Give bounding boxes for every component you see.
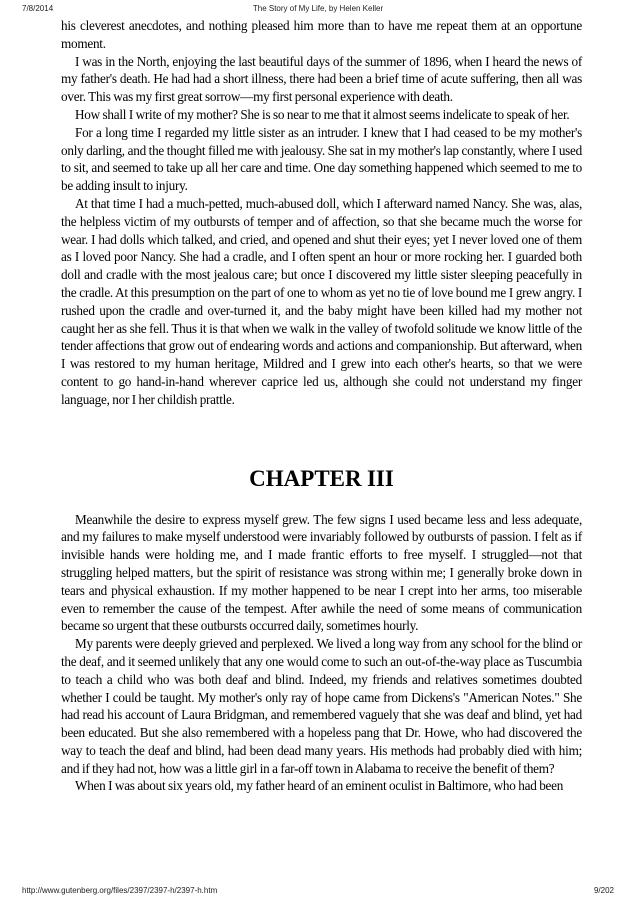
paragraph: My parents were deeply grieved and perplexed. We lived a long way from any school for the blind or the deaf, and it seemed unlikely that any one would come to such an out-of-the-way place as Tuscumbia to teach a child who was both deaf and blind. Indeed, my friends and relatives sometimes doubted whether I could be taught. My mother's only ray of hope came from Dickens's "American Notes." She had read his account of Laura Bridgman, and remembered vaguely that she was deaf and blind, yet had been educated. But she also remembered with a hopeless pang that Dr. Howe, who had discovered the way to teach the deaf and blind, had been dead many years. His methods had probably died with him; and if they had not, how was a little girl in a far-off town in Alabama to receive the benefit of them? <box>61 636 582 776</box>
page-footer <box>22 886 614 898</box>
paragraph: I was in the North, enjoying the last beautiful days of the summer of 1896, when I heard the news of my father's death. He had had a short illness, there had been a brief time of acute suffering, then all was over. This was my first great sorrow—my first personal experience with death. <box>61 53 582 105</box>
paragraph: For a long time I regarded my little sister as an intruder. I knew that I had ceased to be my mother's only darling, and the thought filled me with jealousy. She sat in my mother's lap constantly, where I used to sit, and seemed to take up all her care and time. One day something happened which seemed to me to be adding insult to injury. <box>61 124 582 194</box>
paragraph: How shall I write of my mother? She is so near to me that it almost seems indelicate to speak of her. <box>75 106 570 122</box>
footer-url[interactable]: http://www.gutenberg.org/files/2397/2397-h/2397-h.htm <box>22 886 218 895</box>
paragraph: his cleverest anecdotes, and nothing pleased him more than to have me repeat them at an opportune moment. <box>61 18 582 51</box>
paragraph: When I was about six years old, my father heard of an eminent oculist in Baltimore, who had been <box>75 778 564 794</box>
header-title: The Story of My Life, by Helen Keller <box>252 4 384 13</box>
paragraph: At that time I had a much-petted, much-abused doll, which I afterward named Nancy. She was, alas, the helpless victim of my outbursts of temper and of affection, so that she became much the worse for wear. I had dolls which talked, and cried, and opened and shut their eyes; yet I never loved one of them as I loved poor Nancy. She had a cradle, and I often spent an hour or more rocking her. I guarded both doll and cradle with the most jealous care; but once I discovered my little sister sleeping peacefully in the cradle. At this presumption on the part of one to whom as yet no tie of love bound me I grew angry. I rushed upon the cradle and over-turned it, and the baby might have been killed had my mother not caught her as she fell. Thus it is that when we walk in the valley of twofold solitude we know little of the tender affections that grow out of endearing words and actions and companionship. But afterward, when I was restored to my human heritage, Mildred and I grew into each other's hearts, so that we were content to go hand-in-hand wherever caprice led us, although she could not understand my finger language, nor I her childish prattle. <box>61 195 582 407</box>
footer-page-number: 9/202 <box>593 886 614 895</box>
paragraph: Meanwhile the desire to express myself grew. The few signs I used became less and less adequate, and my failures to make myself understood were invariably followed by outbursts of passion. I felt as if invisible hands were holding me, and I made frantic efforts to free myself. I struggled—not that struggling helped matters, but the spirit of resistance was strong within me; I generally broke down in tears and physical exhaustion. If my mother happened to be near I crept into her arms, too miserable even to remember the cause of the tempest. After awhile the need of some means of communication became so urgent that these outbursts occurred daily, sometimes hourly. <box>61 511 582 634</box>
chapter-heading: CHAPTER III <box>249 465 394 491</box>
header-date: 7/8/2014 <box>22 4 54 13</box>
page-body <box>61 17 582 795</box>
page-header <box>22 4 614 16</box>
